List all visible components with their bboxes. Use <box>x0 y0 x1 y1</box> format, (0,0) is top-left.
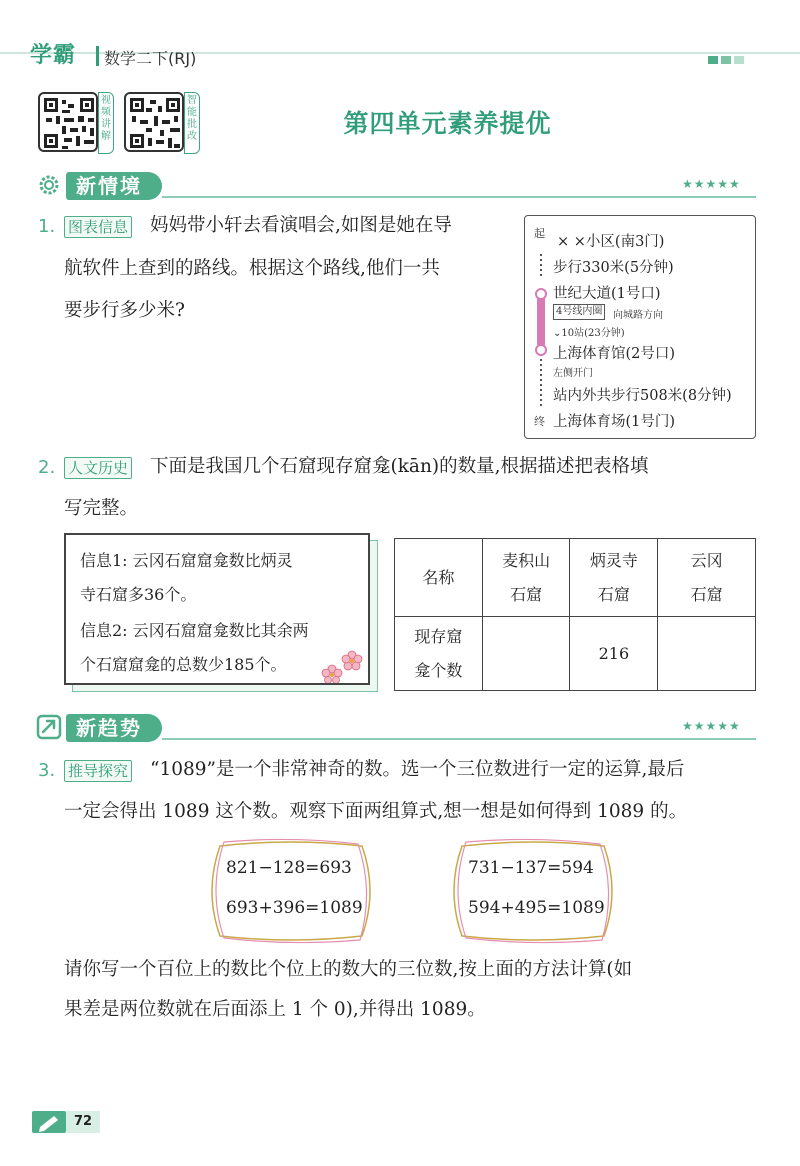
formula-ring-1 <box>200 836 382 946</box>
trend-arrow-icon <box>36 714 62 740</box>
yungang-line-2: 石窟 <box>690 584 723 604</box>
route-stops: ⌄10站(23分钟) <box>553 328 625 339</box>
route-step-2: 步行330米(5分钟) <box>553 260 674 276</box>
table-header-binglingsi <box>570 539 658 617</box>
row-label-line-2: 龛个数 <box>414 660 463 680</box>
problem-1-line-3: 要步行多少米? <box>64 300 185 321</box>
problem-3-number: 3. <box>38 760 56 781</box>
flower-icon <box>318 647 366 683</box>
answer-cell-yungang[interactable] <box>658 617 756 691</box>
problem-3-line-1: “1089”是一个非常神奇的数。选一个三位数进行一定的运算,最后 <box>150 759 685 780</box>
problem-2-tag: 人文历史 <box>64 457 132 479</box>
route-start-mark: 起 <box>534 227 545 240</box>
section-rule-2 <box>162 738 756 740</box>
group-1-addition: 693+396=1089 <box>226 898 363 918</box>
problem-3-followup-1: 请你写一个百位上的数比个位上的数大的三位数,按上面的方法计算(如 <box>64 959 633 980</box>
info-line-4: 个石窟窟龛的总数少185个。 <box>80 655 287 674</box>
binglingsi-line-2: 石窟 <box>597 584 630 604</box>
section-title-new-trend: 新趋势 <box>66 714 162 742</box>
problem-1-line-1: 妈妈带小轩去看演唱会,如图是她在导 <box>150 215 452 236</box>
route-step-4: 上海体育馆(2号口) <box>553 346 676 362</box>
brand-separator <box>96 46 99 66</box>
info-line-1: 信息1: 云冈石窟窟龛数比炳灵 <box>80 551 293 570</box>
answer-cell-maijishan[interactable] <box>482 617 570 691</box>
problem-2-number: 2. <box>38 457 56 478</box>
route-end-mark: 终 <box>534 415 545 428</box>
route-step-1: × ×小区(南3门) <box>557 234 665 250</box>
group-2-addition: 594+495=1089 <box>468 898 605 918</box>
maijishan-line-1: 麦积山 <box>502 550 551 570</box>
route-door: 左侧开门 <box>553 368 593 379</box>
book-title: 数学二下(RJ) <box>104 49 197 68</box>
problem-3-tag: 推导探究 <box>64 760 132 782</box>
header-square-1 <box>708 56 718 64</box>
formula-ring-2 <box>442 836 624 946</box>
route-step-3: 世纪大道(1号口) <box>553 286 661 302</box>
problem-1-number: 1. <box>38 216 56 237</box>
cave-table <box>394 538 756 691</box>
value-cell-binglingsi: 216 <box>570 617 658 691</box>
info-line-2: 寺石窟多36个。 <box>80 585 197 604</box>
problem-1-tag: 图表信息 <box>64 216 132 238</box>
route-step-5: 站内外共步行508米(8分钟) <box>553 388 732 404</box>
table-row-label <box>395 617 483 691</box>
route-map <box>524 215 756 439</box>
qr-label-video: 视频讲解 <box>98 92 114 154</box>
difficulty-stars-2: ★★★★★ <box>682 719 741 733</box>
problem-2-line-1: 下面是我国几个石窟现存窟龛(kān)的数量,根据描述把表格填 <box>150 456 649 477</box>
group-1-subtraction: 821−128=693 <box>226 858 352 878</box>
problem-3-line-2: 一定会得出 1089 这个数。观察下面两组算式,想一想是如何得到 1089 的。 <box>64 801 688 822</box>
gear-icon <box>36 172 62 198</box>
footer-tab <box>32 1111 66 1133</box>
section-title-new-context: 新情境 <box>66 172 162 200</box>
qr-label-grading: 智能批改 <box>184 92 200 154</box>
brand-logo: 学霸 <box>30 43 77 68</box>
problem-2-line-2: 写完整。 <box>64 498 139 519</box>
group-2-subtraction: 731−137=594 <box>468 858 594 878</box>
info-line-3: 信息2: 云冈石窟窟龛数比其余两 <box>80 621 309 640</box>
pencil-icon <box>32 1111 66 1133</box>
route-line-tag: 4号线内圈 <box>553 304 605 320</box>
binglingsi-line-1: 炳灵寺 <box>589 550 638 570</box>
maijishan-line-2: 石窟 <box>510 584 543 604</box>
section-rule-1 <box>162 196 756 198</box>
page-number: 72 <box>66 1111 100 1133</box>
info-card <box>64 533 370 685</box>
route-step-6: 上海体育场(1号门) <box>553 414 676 430</box>
yungang-line-1: 云冈 <box>690 550 723 570</box>
unit-title: 第四单元素养提优 <box>343 109 552 138</box>
header-square-3 <box>734 56 744 64</box>
header-square-2 <box>721 56 731 64</box>
row-label-line-1: 现存窟 <box>414 626 463 646</box>
table-header-maijishan <box>482 539 570 617</box>
table-header-name: 名称 <box>395 539 483 617</box>
route-direction: 向城路方向 <box>613 310 663 321</box>
table-header-yungang <box>658 539 756 617</box>
problem-1-line-2: 航软件上查到的路线。根据这个路线,他们一共 <box>64 258 440 279</box>
difficulty-stars-1: ★★★★★ <box>682 177 741 191</box>
problem-3-followup-2: 果差是两位数就在后面添上 1 个 0),并得出 1089。 <box>64 999 486 1020</box>
